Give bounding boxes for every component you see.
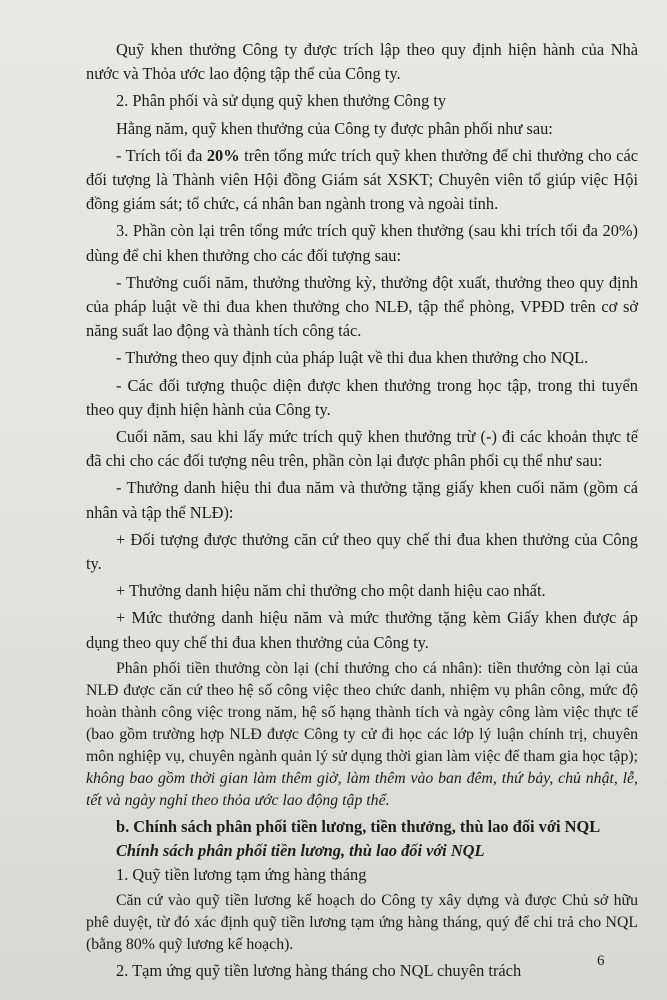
paragraph-20-percent-post: trên tổng mức trích quỹ khen thưởng để chi thưởng cho các đối tượng là Thành viên Hội đồng Giám sát XSKT; Chuyên viên tổ giúp việc Hội đồng giám sát; tổ chức, cá nhân ban ngành trong và ngoài tỉnh.	[86, 145, 638, 214]
paragraph-annual-distribution: Hằng năm, quỹ khen thưởng của Công ty được phân phối như sau:	[116, 118, 553, 138]
bullet-nql-bonus: - Thưởng theo quy định của pháp luật về thi đua khen thưởng cho NQL.	[116, 348, 589, 368]
subheading-salary-policy-text: Chính sách phân phối tiền lương, thù lao đối với NQL	[116, 841, 485, 861]
bold-percentage: 20%	[206, 145, 240, 165]
paragraph-20-percent	[86, 144, 638, 217]
page-number: 6	[597, 953, 605, 969]
section-heading-3: 3. Phần còn lại trên tổng mức trích quỹ khen thưởng (sau khi trích tối đa 20%) dùng để chi khen thưởng cho các đối tượng sau:	[86, 221, 638, 265]
section-heading-2: 2. Phân phối và sử dụng quỹ khen thưởng Công ty	[116, 91, 447, 111]
bullet-emulation-title: - Thưởng danh hiệu thi đua năm và thưởng tặng giấy khen cuối năm (gồm cá nhân và tập thể NLĐ):	[86, 478, 638, 522]
plus-item-highest-title: + Thưởng danh hiệu năm chỉ thưởng cho một danh hiệu cao nhất.	[116, 581, 546, 601]
document-body	[86, 38, 638, 984]
paragraph-salary-fund-basis: Căn cứ vào quỹ tiền lương kế hoạch do Công ty xây dựng và được Chủ sở hữu phê duyệt, từ đó xác định quỹ tiền lương tạm ứng hàng tháng, quý để chi trả cho NQL (bằng 80% quỹ lương kế hoạch).	[86, 892, 638, 954]
paragraph-remaining-bonus	[86, 658, 638, 812]
item-monthly-advance-nql: 2. Tạm ứng quỹ tiền lương hàng tháng cho NQL chuyên trách	[116, 961, 522, 981]
section-heading-b: b. Chính sách phân phối tiền lương, tiền thưởng, thù lao đối với NQL	[116, 816, 601, 836]
subheading-salary-policy	[86, 839, 638, 863]
paragraph-remaining-bonus-normal: Phân phối tiền thưởng còn lại (chỉ thưởng cho cá nhân): tiền thưởng còn lại của NLĐ được căn cứ theo hệ số công việc theo chức danh, nhiệm vụ phân công, mức độ hoàn thành công việc trong năm, hệ số hạng thành tích và ngày công làm việc thực tế (bao gồm trường hợp NLĐ được Công ty cử đi học các lớp lý luận chính trị, chuyên môn nghiệp vụ, chuyên ngành quản lý sử dụng thời gian làm việc để tham gia học tập);	[86, 659, 638, 765]
paragraph-fund-establishment: Quỹ khen thưởng Công ty được trích lập theo quy định hiện hành của Nhà nước và Thỏa ước lao động tập thể của Công ty.	[86, 40, 638, 84]
paragraph-year-end-remaining: Cuối năm, sau khi lấy mức trích quỹ khen thưởng trừ (-) đi các khoản thực tế đã chi cho các đối tượng nêu trên, phần còn lại được phân phối cụ thể như sau:	[86, 427, 638, 471]
bullet-study-bonus: - Các đối tượng thuộc diện được khen thưởng trong học tập, trong thi tuyển theo quy định hiện hành của Công ty.	[86, 375, 638, 419]
paragraph-20-percent-pre: - Trích tối đa	[116, 145, 207, 165]
item-monthly-advance-fund: 1. Quỹ tiền lương tạm ứng hàng tháng	[116, 865, 367, 885]
bullet-year-end-bonus: - Thưởng cuối năm, thưởng thường kỳ, thưởng đột xuất, thưởng theo quy định của pháp luật về thi đua khen thưởng cho NLĐ, tập thể phòng, VPĐD trên cơ sở năng suất lao động và thành tích công tác.	[86, 272, 638, 341]
plus-item-eligibility: + Đối tượng được thưởng căn cứ theo quy chế thi đua khen thưởng của Công ty.	[86, 529, 638, 574]
paragraph-remaining-bonus-italic: không bao gồm thời gian làm thêm giờ, làm thêm vào ban đêm, thứ bảy, chủ nhật, lễ, tết và ngày nghỉ theo thỏa ước lao động tập thể.	[86, 769, 638, 809]
plus-item-bonus-level: + Mức thưởng danh hiệu năm và mức thưởng tặng kèm Giấy khen được áp dụng theo quy chế thi đua khen thưởng của Công ty.	[86, 608, 638, 652]
